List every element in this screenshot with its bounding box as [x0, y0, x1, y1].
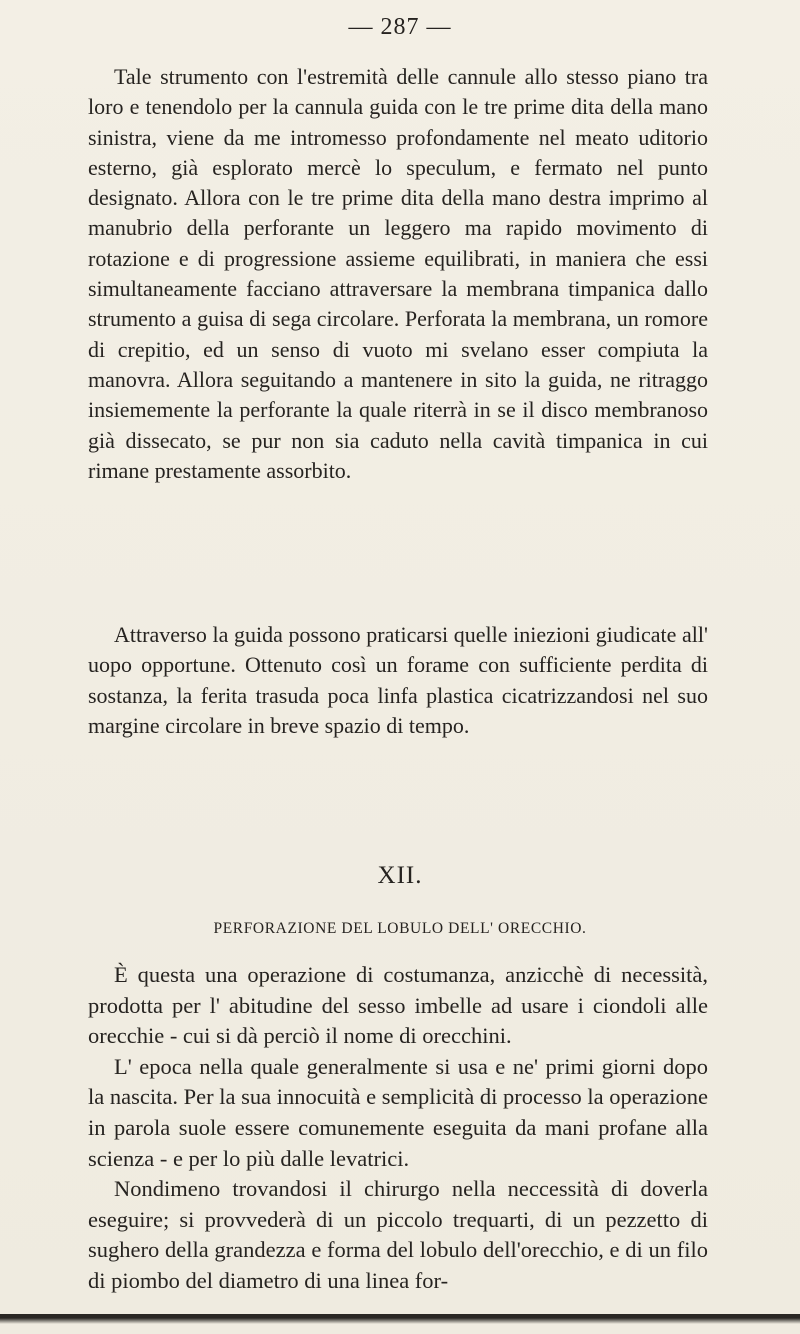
section-title: PERFORAZIONE DEL LOBULO DELL' ORECCHIO. — [213, 920, 587, 937]
paragraph: L' epoca nella quale generalmente si usa e ne' primi giorni dopo la nascita. Per la sua innocuità e semplicità di processo la operazione in parola suole essere comunemente eseguita da mani profane alla scienza - e per lo più dalle levatrici. — [88, 1053, 708, 1171]
paragraph: Tale strumento con l'estremità delle cannule allo stesso piano tra loro e tenendolo per la cannula guida con le tre prime dita della mano sinistra, viene da me intromesso profondamente nel meato uditorio esterno, già esplorato mercè lo speculum, e fermato nel punto designato. Allora con le tre prime dita della mano destra imprimo al manubrio della perforante un leggero ma rapido movimento di rotazione e di progressione assieme equilibrati, in maniera che essi simultaneamente facciano attraversare la membrana timpanica dallo strumento a guisa di sega circolare. Perforata la membrana, un romore di crepitio, ed un senso di vuoto mi svelano esser compiuta la manovra. Allora seguitando a mantenere in sito la guida, ne ritraggo insiememente la perforante la quale riterrà in se il disco membranoso già dissecato, se pur non sia caduto nella cavità timpanica in cui rimane prestamente assorbito. — [88, 64, 708, 483]
paragraph: Attraverso la guida possono praticarsi quelle iniezioni giudicate all' uopo opportune. Ottenuto così un forame con sufficiente perdita di sostanza, la ferita trasuda poca linfa plastica cicatrizzandosi nel suo margine circolare in breve spazio di tempo. — [88, 622, 708, 738]
paragraph-gap — [88, 486, 708, 494]
section-number: XII. — [377, 862, 423, 889]
scan-edge-shadow — [0, 1314, 800, 1324]
text-block-top — [88, 62, 708, 494]
paragraph: È questa una operazione di costumanza, anzicchè di necessità, prodotta per l' abitudine del sesso imbelle ad usare i ciondoli alle orecchie - cui si dà perciò il nome di orecchini. — [88, 962, 708, 1049]
text-block-bottom — [88, 960, 708, 1297]
text-block-middle — [88, 620, 708, 741]
paragraph: Nondimeno trovandosi il chirurgo nella neccessità di doverla eseguire; si provvederà di un piccolo trequarti, di un pezzetto di sughero della grandezza e forma del lobulo dell'orecchio, e di un filo di piombo del diametro di una linea for- — [88, 1176, 708, 1293]
page-number: — 287 — — [348, 14, 452, 40]
